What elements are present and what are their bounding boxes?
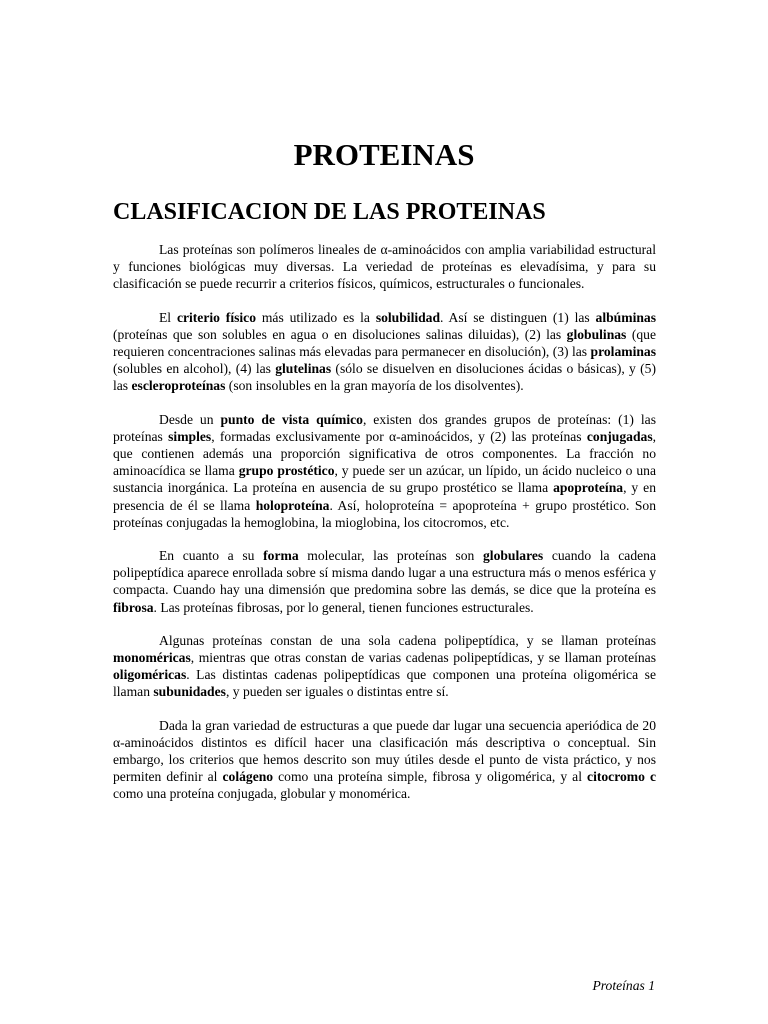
text-run: , y en presencia de él se llama bbox=[113, 480, 656, 513]
paragraph bbox=[113, 547, 656, 616]
text-run: Las proteínas son polímeros lineales de α-aminoácidos con amplia variabilidad estructural y funciones biológicas muy diversas. La veriedad de proteínas es elevadísima, y para su clasificación se puede recurrir a criterios físicos, químicos, estructurales o funcionales. bbox=[113, 242, 656, 292]
text-run: (sólo se disuelven en disoluciones ácidas o básicas), y (5) las bbox=[113, 361, 656, 394]
text-run: El bbox=[159, 309, 177, 325]
bold-term: globulares bbox=[483, 548, 544, 564]
text-run: . Las distintas cadenas polipeptídicas que componen una proteína oligomérica se llaman bbox=[113, 667, 656, 700]
paragraph bbox=[113, 632, 656, 701]
bold-term: albúminas bbox=[595, 309, 656, 325]
text-run: como una proteína conjugada, globular y monomérica. bbox=[113, 786, 411, 802]
text-run: . Así, holoproteína = apoproteína + grupo prostético. Son proteínas conjugadas la hemoglobina, la mioglobina, los citocromos, etc. bbox=[113, 497, 656, 530]
bold-term: conjugadas bbox=[586, 428, 653, 444]
bold-term: forma bbox=[263, 548, 299, 564]
bold-term: escleroproteínas bbox=[131, 378, 226, 394]
text-run: Desde un bbox=[159, 411, 221, 427]
bold-term: prolaminas bbox=[590, 344, 656, 360]
bold-term: criterio físico bbox=[176, 309, 256, 325]
text-run: , formadas exclusivamente por α-aminoácidos, y (2) las proteínas bbox=[211, 428, 587, 444]
text-run: En cuanto a su bbox=[159, 548, 264, 564]
paragraph bbox=[113, 309, 656, 395]
text-run: , existen dos grandes grupos de proteínas: (1) las proteínas bbox=[113, 411, 656, 444]
bold-term: solubilidad bbox=[375, 309, 441, 325]
bold-term: globulinas bbox=[566, 326, 627, 342]
section-heading: CLASIFICACION DE LAS PROTEINAS bbox=[113, 199, 546, 225]
bold-term: grupo prostético bbox=[238, 463, 335, 479]
bold-term: glutelinas bbox=[275, 361, 332, 377]
bold-term: holoproteína bbox=[255, 497, 330, 513]
paragraph bbox=[113, 241, 656, 293]
text-run: (solubles en alcohol), (4) las bbox=[113, 361, 276, 377]
text-run: (proteínas que son solubles en agua o en disoluciones salinas diluidas), (2) las bbox=[113, 326, 567, 342]
bold-term: punto de vista químico bbox=[220, 411, 363, 427]
text-run: , y puede ser un azúcar, un lípido, un ácido nucleico o una sustancia inorgánica. La proteína en ausencia de su grupo prostético se llama bbox=[113, 463, 656, 496]
paragraph bbox=[113, 411, 656, 531]
text-run: (que requieren concentraciones salinas más elevadas para permanecer en disolución), (3) las bbox=[113, 326, 656, 360]
paragraph bbox=[113, 717, 656, 803]
text-run: (son insolubles en la gran mayoría de los disolventes). bbox=[225, 378, 524, 394]
bold-term: apoproteína bbox=[553, 480, 624, 496]
bold-term: citocromo c bbox=[587, 769, 656, 785]
text-run: más utilizado es la bbox=[256, 309, 376, 325]
text-run: , y pueden ser iguales o distintas entre sí. bbox=[225, 684, 449, 700]
body-text bbox=[113, 241, 656, 819]
bold-term: subunidades bbox=[153, 684, 226, 700]
text-run: Dada la gran variedad de estructuras a que puede dar lugar una secuencia aperiódica de 20 α-aminoácidos distintos es difícil hacer una clasificación más descriptiva o conceptual. Sin embargo, los criterios que hemos descrito son muy útiles desde el punto de vista práctico, y nos permiten definir al bbox=[113, 717, 656, 785]
text-run: , mientras que otras constan de varias cadenas polipeptídicas, y se llaman proteínas bbox=[190, 650, 656, 666]
bold-term: oligoméricas bbox=[113, 667, 187, 683]
text-run: molecular, las proteínas son bbox=[298, 548, 483, 564]
page-footer: Proteínas 1 bbox=[592, 978, 655, 993]
text-run: cuando la cadena polipeptídica aparece enrollada sobre sí misma dando lugar a una estructura más o menos esférica y compacta. Cuando hay una dimensión que predomina sobre las demás, se dice que la proteína es bbox=[113, 548, 656, 598]
bold-term: fibrosa bbox=[113, 599, 154, 615]
bold-term: simples bbox=[168, 428, 212, 444]
text-run: . Las proteínas fibrosas, por lo general, tienen funciones estructurales. bbox=[153, 599, 534, 615]
page-title: PROTEINAS bbox=[293, 137, 475, 172]
text-run: . Así se distinguen (1) las bbox=[440, 309, 596, 325]
text-run: , que contienen además una proporción significativa de otros componentes. La fracción no aminoacídica se llama bbox=[113, 428, 657, 479]
bold-term: monoméricas bbox=[113, 650, 191, 666]
text-run: Algunas proteínas constan de una sola cadena polipeptídica, y se llaman proteínas bbox=[159, 632, 656, 648]
bold-term: colágeno bbox=[222, 769, 274, 785]
text-run: como una proteína simple, fibrosa y oligomérica, y al bbox=[273, 769, 588, 785]
